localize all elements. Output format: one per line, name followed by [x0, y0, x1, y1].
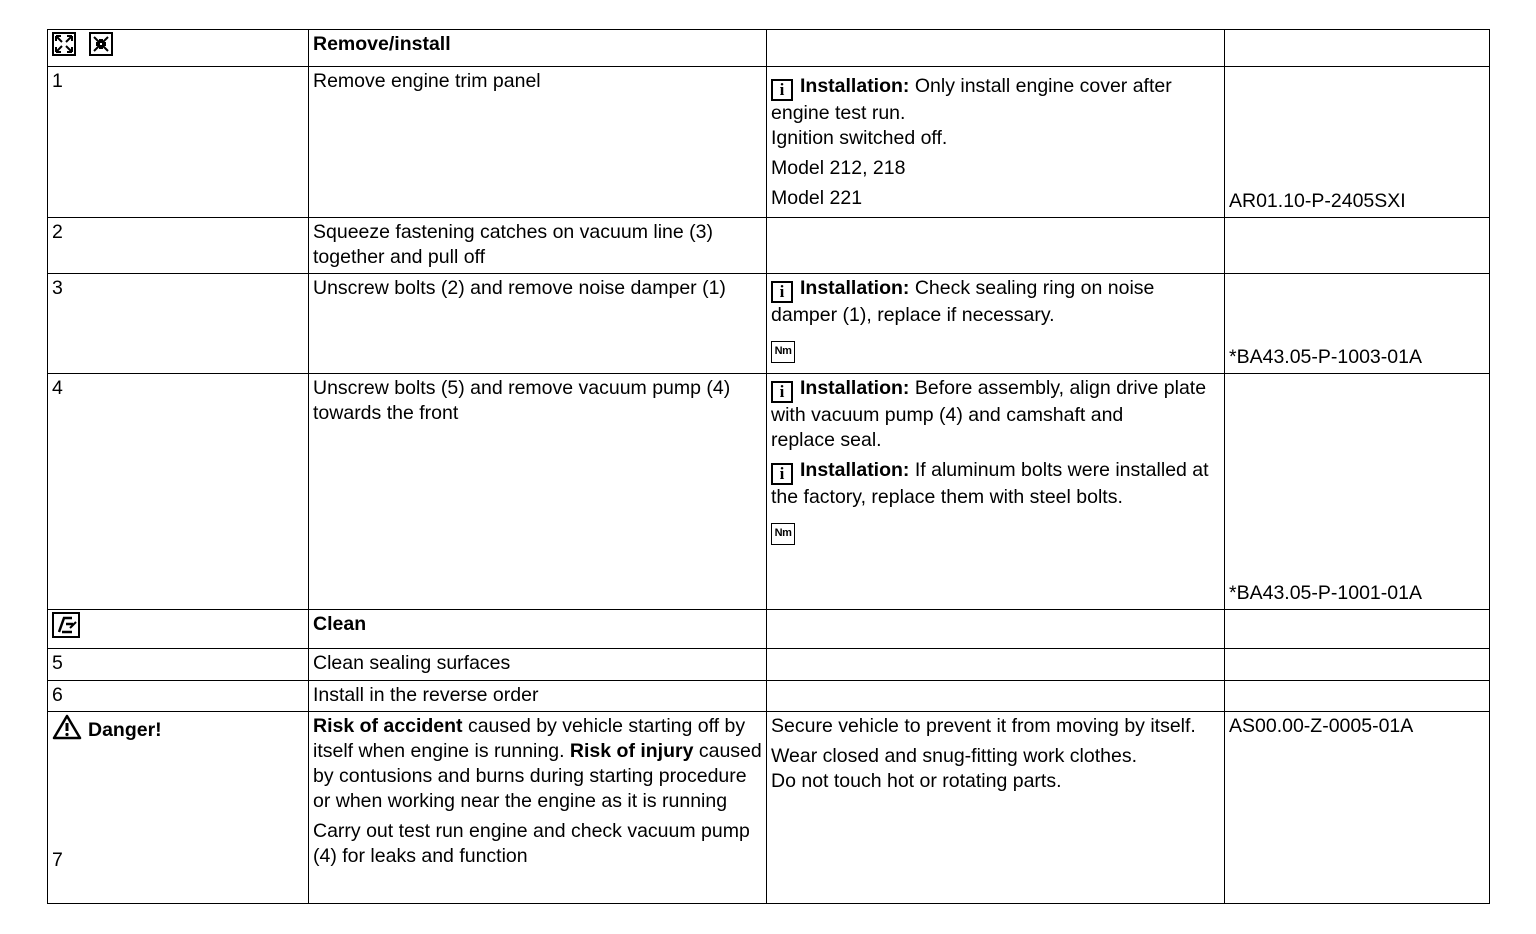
step-number: 3 [48, 274, 309, 374]
section-title: Clean [309, 610, 767, 649]
section-title: Remove/install [309, 30, 767, 67]
table-row: 1 Remove engine trim panel i Installation: Only install engine cover after engine test run. Ignition switched off. Model 212, 218 Model 221 AR01.10-P-2405SXI [48, 67, 1490, 218]
table-row: 3 Unscrew bolts (2) and remove noise damper (1) i Installation: Check sealing ring on noise damper (1), replace if necessary. Nm *BA43.05-P-1003-01A [48, 274, 1490, 374]
info-icon: i [771, 79, 793, 101]
step-action: Carry out test run engine and check vacuum pump (4) for leaks and function [313, 820, 750, 867]
step-action: Unscrew bolts (5) and remove vacuum pump (4) towards the front [309, 374, 767, 610]
reference-link[interactable]: AR01.10-P-2405SXI [1225, 67, 1490, 218]
step-number: 7 [52, 849, 63, 871]
step-action: Remove engine trim panel [309, 67, 767, 218]
step-number: 6 [48, 681, 309, 712]
warning-icon [52, 714, 82, 747]
table-row: 4 Unscrew bolts (5) and remove vacuum pump (4) towards the front i Installation: Before assembly, align drive plate with vacuum pump (4) and camshaft and replace seal. i Installation: If aluminum bolts were installed at the factory, replace them with steel bolts. Nm *BA43.05-P-1001-01A [48, 374, 1490, 610]
step-number: 1 [48, 67, 309, 218]
step-action: Squeeze fastening catches on vacuum line (3) together and pull off [309, 218, 767, 274]
step-action: Unscrew bolts (2) and remove noise damper (1) [309, 274, 767, 374]
table-row [48, 30, 1490, 67]
clean-icon [52, 612, 80, 645]
danger-label: Danger! [88, 719, 162, 741]
torque-icon[interactable]: Nm [771, 341, 795, 363]
step-number: 2 [48, 218, 309, 274]
step-action: Clean sealing surfaces [309, 649, 767, 681]
step-number: 5 [48, 649, 309, 681]
reference-link[interactable]: AS00.00-Z-0005-01A [1225, 712, 1490, 904]
collapse-icon [89, 32, 113, 56]
step-action: Install in the reverse order [309, 681, 767, 712]
table-row: Danger! 7 Risk of accident caused by vehicle starting off by itself when engine is running. Risk of injury caused by contusions and burns during starting procedure or when working near the engine as it is running Carry out test run engine and check vacuum pump (4) for leaks and function Secure vehicle to prevent it from moving by itself. Wear closed and snug-fitting work clothes. Do not touch hot or rotating parts. AS00.00-Z-0005-01A [48, 712, 1490, 904]
info-icon: i [771, 381, 793, 403]
table-row [48, 681, 1490, 712]
reference-link[interactable]: *BA43.05-P-1001-01A [1225, 374, 1490, 610]
table-row [48, 649, 1490, 681]
table-row [48, 610, 1490, 649]
torque-icon[interactable]: Nm [771, 523, 795, 545]
table-row [48, 218, 1490, 274]
expand-icon [52, 32, 76, 56]
procedure-table [47, 29, 1490, 904]
step-number: 4 [48, 374, 309, 610]
info-icon: i [771, 281, 793, 303]
reference-link[interactable]: *BA43.05-P-1003-01A [1225, 274, 1490, 374]
info-icon: i [771, 463, 793, 485]
